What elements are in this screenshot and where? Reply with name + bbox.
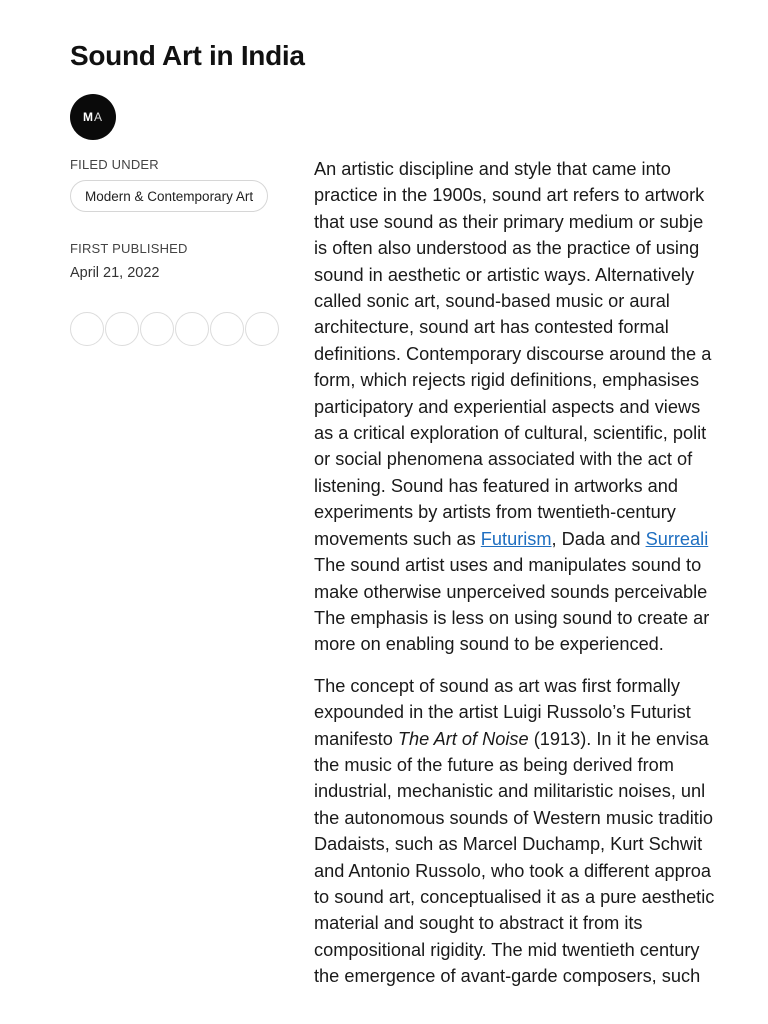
avatar-initial-second: A <box>93 110 103 124</box>
p1-line: listening. Sound has featured in artworks and <box>314 475 678 496</box>
p1-line: make otherwise unperceived sounds perceivable <box>314 581 708 602</box>
p2-line: material and sought to abstract it from its <box>314 913 643 934</box>
p2-line: Dadaists, such as Marcel Duchamp, Kurt Schwit <box>314 834 703 855</box>
article-body <box>314 156 736 1005</box>
p1-line: definitions. Contemporary discourse around the a <box>314 343 712 364</box>
p1-line: form, which rejects rigid definitions, emphasises <box>314 370 700 391</box>
p1-line: experiments by artists from twentieth-century <box>314 502 676 523</box>
surrealism-link[interactable]: Surreali <box>645 528 709 549</box>
p1-line: sound in aesthetic or artistic ways. Alternatively <box>314 264 695 285</box>
avatar-initial-first: M <box>82 110 94 124</box>
p1-line: called sonic art, sound-based music or aural <box>314 291 670 312</box>
p2-line: and Antonio Russolo, who took a different approa <box>314 860 712 881</box>
p2-line: to sound art, conceptualised it as a pure aesthetic <box>314 886 715 907</box>
p1-line: as a critical exploration of cultural, scientific, polit <box>314 423 707 444</box>
p1-line: The sound artist uses and manipulates sound to <box>314 555 702 576</box>
p1-line: An artistic discipline and style that came into <box>314 159 671 179</box>
p2-line: the music of the future as being derived from <box>314 754 674 775</box>
p1-line: participatory and experiential aspects and views <box>314 396 701 417</box>
p1-line: that use sound as their primary medium or subje <box>314 211 704 232</box>
p2-line: industrial, mechanistic and militaristic noises, unl <box>314 781 706 802</box>
p2-line: The concept of sound as art was first formally <box>314 675 680 696</box>
first-published-date: April 21, 2022 <box>70 265 160 281</box>
movements-prefix: movements such as <box>314 528 481 549</box>
first-published-label: FIRST PUBLISHED <box>70 241 188 256</box>
p1-line: is often also understood as the practice of using <box>314 238 700 259</box>
p2-line: expounded in the artist Luigi Russolo’s Futurist <box>314 702 691 723</box>
p2-line: the autonomous sounds of Western music traditio <box>314 807 713 828</box>
p2-line: the emergence of avant-garde composers, such <box>314 966 701 987</box>
futurism-link[interactable]: Futurism <box>480 528 552 549</box>
p1-line: or social phenomena associated with the act of <box>314 449 693 470</box>
p1-line: practice in the 1900s, sound art refers to artwork <box>314 185 705 206</box>
movements-middle: , Dada and <box>551 528 646 549</box>
category-tag[interactable]: Modern & Contemporary Art <box>70 180 268 212</box>
manifesto-suffix: (1913). In it he envisa <box>528 728 709 749</box>
page-title: Sound Art in India <box>70 40 305 71</box>
manifesto-prefix: manifesto <box>314 728 398 749</box>
paragraph-1 <box>314 156 736 658</box>
manifesto-title: The Art of Noise <box>397 728 529 749</box>
p1-line: more on enabling sound to be experienced. <box>314 634 664 655</box>
filed-under-label: FILED UNDER <box>70 157 159 172</box>
paragraph-2 <box>314 673 736 990</box>
p1-line: The emphasis is less on using sound to create ar <box>314 607 710 628</box>
p2-line: compositional rigidity. The mid twentieth century <box>314 939 700 960</box>
p1-movements-line <box>314 526 736 552</box>
p2-manifesto-line <box>314 726 736 752</box>
p1-line: architecture, sound art has contested formal <box>314 317 669 338</box>
